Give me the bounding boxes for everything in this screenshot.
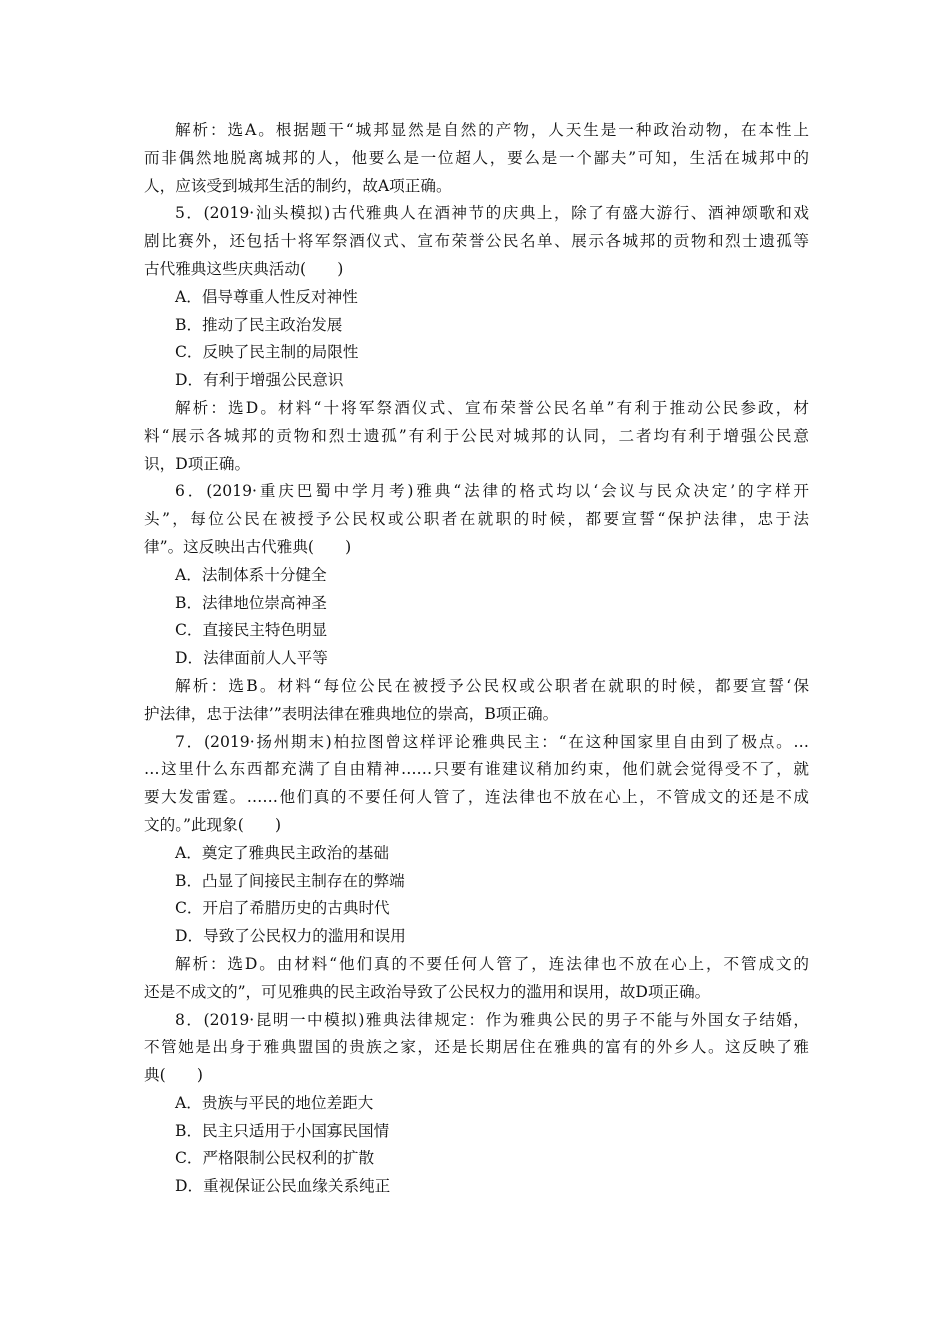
option-a: A．法制体系十分健全 [175, 565, 327, 584]
question-stem-line: 不管她是出身于雅典盟国的贵族之家，还是长期居住在雅典的富有的外乡人。这反映了雅 [144, 1038, 809, 1057]
analysis-line: 解析：选D。材料“十将军祭酒仪式、宣布荣誉公民名单”有利于推动公民参政，材 [175, 398, 809, 417]
question-stem-line: 8．(2019·昆明一中模拟)雅典法律规定：作为雅典公民的男子不能与外国女子结婚， [175, 1010, 809, 1029]
question-stem-line: 头”，每位公民在被授予公民权或公职者在就职的时候，都要宣誓“保护法律，忠于法 [144, 510, 809, 529]
option-d: D．导致了公民权力的滥用和误用 [175, 927, 406, 946]
analysis-line: 料“展示各城邦的贡物和烈士遗孤”有利于公民对城邦的认同，二者均有利于增强公民意 [144, 426, 809, 445]
option-c: C．直接民主特色明显 [175, 621, 328, 640]
option-b: B．法律地位崇高神圣 [175, 593, 327, 612]
option-b: B．民主只适用于小国寡民国情 [175, 1121, 390, 1140]
analysis-line: 人，应该受到城邦生活的制约，故A项正确。 [144, 176, 452, 195]
option-b: B．凸显了间接民主制存在的弊端 [175, 871, 405, 890]
question-stem-line: 文的。”此现象( ) [144, 815, 282, 834]
analysis-line: 识，D项正确。 [144, 454, 251, 473]
option-a: A．奠定了雅典民主政治的基础 [175, 843, 389, 862]
analysis-line: 解析：选D。由材料“他们真的不要任何人管了，连法律也不放在心上，不管成文的 [175, 954, 809, 973]
option-c: C．开启了希腊历史的古典时代 [175, 899, 390, 918]
question-stem-line: 6．(2019·重庆巴蜀中学月考)雅典“法律的格式均以‘会议与民众决定’的字样开 [175, 482, 809, 501]
question-7 [144, 729, 809, 1007]
question-6 [144, 478, 809, 728]
question-8 [144, 1007, 809, 1202]
analysis-line: 而非偶然地脱离城邦的人，他要么是一位超人，要么是一个鄙夫”可知，生活在城邦中的 [144, 148, 809, 167]
question-stem-line: 要大发雷霆。……他们真的不要任何人管了，连法律也不放在心上，不管成文的还是不成 [144, 788, 809, 807]
document-page [144, 117, 809, 1201]
option-b: B．推动了民主政治发展 [175, 315, 343, 334]
question-stem-line: 5．(2019·汕头模拟)古代雅典人在酒神节的庆典上，除了有盛大游行、酒神颂歌和戏 [175, 204, 809, 223]
option-a: A．倡导尊重人性反对神性 [175, 287, 358, 306]
question-stem-line: 剧比赛外，还包括十将军祭酒仪式、宣布荣誉公民名单、展示各城邦的贡物和烈士遗孤等 [144, 232, 809, 251]
question-stem-line: …这里什么东西都充满了自由精神……只要有谁建议稍加约束，他们就会觉得受不了，就 [144, 760, 809, 779]
option-d: D．法律面前人人平等 [175, 649, 328, 668]
option-c: C．严格限制公民权利的扩散 [175, 1149, 375, 1168]
option-c: C．反映了民主制的局限性 [175, 343, 359, 362]
analysis-q4 [144, 117, 809, 200]
option-d: D．有利于增强公民意识 [175, 371, 344, 390]
question-stem-line: 7．(2019·扬州期末)柏拉图曾这样评论雅典民主：“在这种国家里自由到了极点。… [175, 732, 809, 751]
analysis-line: 还是不成文的”，可见雅典的民主政治导致了公民权力的滥用和误用，故D项正确。 [144, 982, 711, 1001]
question-5 [144, 200, 809, 478]
question-stem-line: 典( ) [144, 1066, 203, 1085]
question-stem-line: 律”。这反映出古代雅典( ) [144, 537, 352, 556]
question-stem-line: 古代雅典这些庆典活动( ) [144, 259, 344, 278]
option-a: A．贵族与平民的地位差距大 [175, 1093, 374, 1112]
analysis-line: 护法律，忠于法律’”表明法律在雅典地位的崇高，B项正确。 [144, 704, 559, 723]
analysis-line: 解析：选A。根据题干“城邦显然是自然的产物，人天生是一种政治动物，在本性上 [175, 121, 809, 139]
option-d: D．重视保证公民血缘关系纯正 [175, 1177, 391, 1196]
analysis-line: 解析：选B。材料“每位公民在被授予公民权或公职者在就职的时候，都要宣誓‘保 [175, 676, 809, 695]
